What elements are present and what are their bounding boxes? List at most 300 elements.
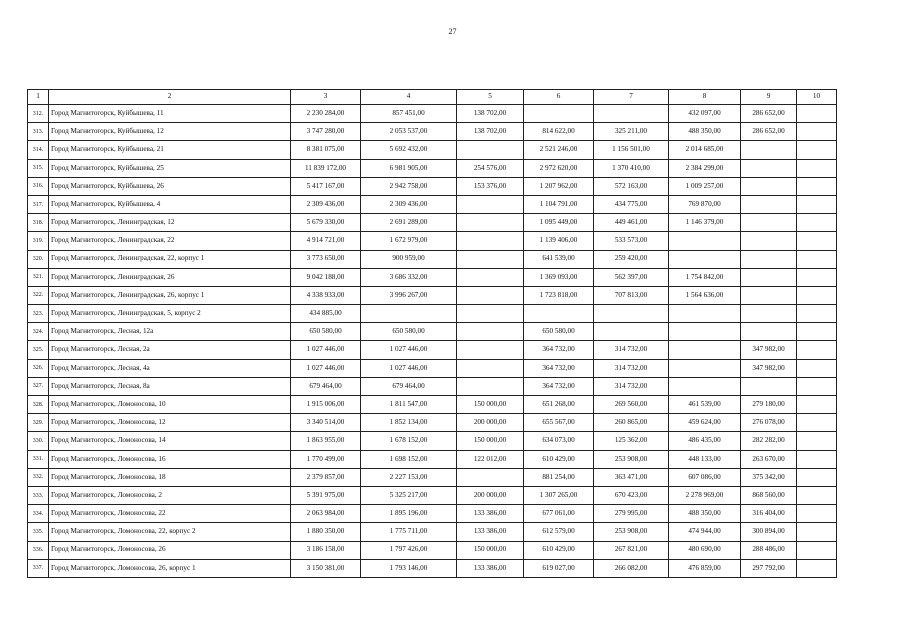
row-number-cell: 323. [28,305,49,323]
value-cell: 266 082,00 [594,559,669,577]
value-cell: 1 723 818,00 [524,286,594,304]
table-row [28,250,837,268]
address-cell: Город Магнитогорск, Куйбышева, 4 [49,195,291,213]
value-cell [741,286,797,304]
value-cell [797,505,837,523]
table-header-row [28,90,837,105]
value-cell [797,141,837,159]
value-cell [524,105,594,123]
row-number-cell: 337. [28,559,49,577]
value-cell: 5 325 217,00 [361,486,457,504]
value-cell: 254 576,00 [457,159,524,177]
value-cell [797,359,837,377]
value-cell [741,195,797,213]
value-cell: 122 012,00 [457,450,524,468]
address-cell: Город Магнитогорск, Лесная, 8а [49,377,291,395]
table-row [28,305,837,323]
table-row [28,523,837,541]
address-cell: Город Магнитогорск, Ломоносова, 26 [49,541,291,559]
value-cell: 1 770 499,00 [291,450,361,468]
value-cell: 364 732,00 [524,377,594,395]
value-cell: 150 000,00 [457,541,524,559]
value-cell: 1 852 134,00 [361,414,457,432]
row-number-cell: 328. [28,396,49,414]
value-cell: 3 747 280,00 [291,123,361,141]
value-cell [457,232,524,250]
row-number-cell: 320. [28,250,49,268]
value-cell: 1 915 006,00 [291,396,361,414]
address-cell: Город Магнитогорск, Куйбышева, 12 [49,123,291,141]
value-cell: 375 342,00 [741,468,797,486]
row-number-cell: 313. [28,123,49,141]
table-body [28,105,837,578]
value-cell [669,250,741,268]
data-table [27,89,837,578]
value-cell: 5 417 167,00 [291,177,361,195]
value-cell: 634 073,00 [524,432,594,450]
value-cell [457,359,524,377]
value-cell: 3 340 514,00 [291,414,361,432]
value-cell: 769 870,00 [669,195,741,213]
row-number-cell: 331. [28,450,49,468]
row-number-cell: 336. [28,541,49,559]
row-number-cell: 324. [28,323,49,341]
value-cell [741,377,797,395]
address-cell: Город Магнитогорск, Ломоносова, 22 [49,505,291,523]
value-cell: 857 451,00 [361,105,457,123]
value-cell: 881 254,00 [524,468,594,486]
value-cell: 2 063 984,00 [291,505,361,523]
address-cell: Город Магнитогорск, Ленинградская, 12 [49,214,291,232]
value-cell [797,159,837,177]
value-cell: 1 793 146,00 [361,559,457,577]
table-row [28,414,837,432]
value-cell: 1 811 547,00 [361,396,457,414]
value-cell: 300 894,00 [741,523,797,541]
table-row [28,377,837,395]
table-row [28,341,837,359]
value-cell: 260 865,00 [594,414,669,432]
value-cell [797,468,837,486]
table-row [28,195,837,213]
address-cell: Город Магнитогорск, Ломоносова, 12 [49,414,291,432]
value-cell: 4 914 721,00 [291,232,361,250]
value-cell: 2 053 537,00 [361,123,457,141]
value-cell: 480 690,00 [669,541,741,559]
value-cell: 1 863 955,00 [291,432,361,450]
table-row [28,214,837,232]
value-cell: 619 027,00 [524,559,594,577]
row-number-cell: 327. [28,377,49,395]
value-cell [457,323,524,341]
value-cell: 1 027 446,00 [361,341,457,359]
value-cell: 125 362,00 [594,432,669,450]
table-row [28,232,837,250]
value-cell: 670 423,00 [594,486,669,504]
value-cell: 3 186 158,00 [291,541,361,559]
value-cell: 1 672 979,00 [361,232,457,250]
page-number: 27 [448,27,457,36]
value-cell: 486 435,00 [669,432,741,450]
column-header: 10 [797,90,837,105]
table-row [28,323,837,341]
value-cell: 3 150 381,00 [291,559,361,577]
value-cell: 2 309 436,00 [361,195,457,213]
value-cell: 900 959,00 [361,250,457,268]
value-cell [797,323,837,341]
value-cell: 476 859,00 [669,559,741,577]
address-cell: Город Магнитогорск, Ленинградская, 22, корпус 1 [49,250,291,268]
value-cell: 533 573,00 [594,232,669,250]
address-cell: Город Магнитогорск, Ломоносова, 2 [49,486,291,504]
value-cell: 2 691 289,00 [361,214,457,232]
value-cell: 707 813,00 [594,286,669,304]
table-row [28,359,837,377]
address-cell: Город Магнитогорск, Ломоносова, 10 [49,396,291,414]
value-cell [457,250,524,268]
address-cell: Город Магнитогорск, Ленинградская, 26 [49,268,291,286]
table-row [28,505,837,523]
value-cell: 679 464,00 [291,377,361,395]
value-cell: 2 384 299,00 [669,159,741,177]
value-cell: 1 370 410,00 [594,159,669,177]
value-cell: 253 908,00 [594,523,669,541]
row-number-cell: 314. [28,141,49,159]
value-cell: 607 086,00 [669,468,741,486]
value-cell [457,305,524,323]
value-cell: 650 580,00 [524,323,594,341]
value-cell: 1 095 449,00 [524,214,594,232]
column-header: 2 [49,90,291,105]
value-cell: 153 376,00 [457,177,524,195]
table-row [28,123,837,141]
value-cell: 297 792,00 [741,559,797,577]
address-cell: Город Магнитогорск, Куйбышева, 25 [49,159,291,177]
value-cell [594,305,669,323]
value-cell: 868 560,00 [741,486,797,504]
address-cell: Город Магнитогорск, Куйбышева, 11 [49,105,291,123]
value-cell: 133 386,00 [457,523,524,541]
row-number-cell: 325. [28,341,49,359]
value-cell: 572 163,00 [594,177,669,195]
column-header: 5 [457,90,524,105]
column-header: 8 [669,90,741,105]
value-cell [669,323,741,341]
value-cell: 276 078,00 [741,414,797,432]
value-cell [457,141,524,159]
value-cell [457,468,524,486]
row-number-cell: 312. [28,105,49,123]
value-cell: 461 539,00 [669,396,741,414]
value-cell: 1 027 446,00 [291,341,361,359]
table-row [28,105,837,123]
value-cell [457,341,524,359]
value-cell [797,377,837,395]
value-cell: 363 471,00 [594,468,669,486]
row-number-cell: 316. [28,177,49,195]
value-cell: 314 732,00 [594,359,669,377]
value-cell: 325 211,00 [594,123,669,141]
value-cell [797,250,837,268]
value-cell: 650 580,00 [361,323,457,341]
value-cell [797,232,837,250]
value-cell: 138 702,00 [457,123,524,141]
row-number-cell: 319. [28,232,49,250]
value-cell: 267 821,00 [594,541,669,559]
value-cell: 150 000,00 [457,432,524,450]
value-cell [361,305,457,323]
value-cell: 286 652,00 [741,105,797,123]
address-cell: Город Магнитогорск, Ломоносова, 18 [49,468,291,486]
value-cell: 1 307 265,00 [524,486,594,504]
value-cell [524,305,594,323]
value-cell: 3 686 332,00 [361,268,457,286]
value-cell [457,286,524,304]
value-cell [797,177,837,195]
value-cell: 1 775 711,00 [361,523,457,541]
value-cell [797,450,837,468]
value-cell [797,286,837,304]
row-number-cell: 329. [28,414,49,432]
value-cell: 1 754 842,00 [669,268,741,286]
value-cell: 4 338 933,00 [291,286,361,304]
value-cell [797,414,837,432]
value-cell [797,559,837,577]
value-cell: 133 386,00 [457,505,524,523]
value-cell: 1 009 257,00 [669,177,741,195]
value-cell: 1 146 379,00 [669,214,741,232]
column-header: 4 [361,90,457,105]
value-cell: 3 773 650,00 [291,250,361,268]
table-row [28,486,837,504]
value-cell [669,305,741,323]
value-cell [741,214,797,232]
value-cell: 2 278 969,00 [669,486,741,504]
value-cell [741,323,797,341]
value-cell: 641 539,00 [524,250,594,268]
value-cell [741,232,797,250]
address-cell: Город Магнитогорск, Лесная, 2а [49,341,291,359]
value-cell: 2 227 153,00 [361,468,457,486]
value-cell: 9 042 188,00 [291,268,361,286]
row-number-cell: 315. [28,159,49,177]
value-cell: 1 895 196,00 [361,505,457,523]
value-cell: 610 429,00 [524,450,594,468]
value-cell [797,523,837,541]
value-cell [669,359,741,377]
value-cell: 8 381 075,00 [291,141,361,159]
address-cell: Город Магнитогорск, Ломоносова, 16 [49,450,291,468]
value-cell [797,195,837,213]
value-cell: 259 420,00 [594,250,669,268]
table-row [28,177,837,195]
value-cell: 655 567,00 [524,414,594,432]
value-cell: 316 404,00 [741,505,797,523]
value-cell: 253 908,00 [594,450,669,468]
value-cell: 200 000,00 [457,486,524,504]
row-number-cell: 330. [28,432,49,450]
value-cell [594,105,669,123]
value-cell: 138 702,00 [457,105,524,123]
address-cell: Город Магнитогорск, Куйбышева, 21 [49,141,291,159]
value-cell: 434 775,00 [594,195,669,213]
value-cell: 677 061,00 [524,505,594,523]
value-cell [457,268,524,286]
value-cell: 314 732,00 [594,341,669,359]
value-cell: 133 386,00 [457,559,524,577]
address-cell: Город Магнитогорск, Ломоносова, 26, корпус 1 [49,559,291,577]
value-cell: 5 391 975,00 [291,486,361,504]
table-row [28,286,837,304]
value-cell: 263 670,00 [741,450,797,468]
value-cell [741,159,797,177]
address-cell: Город Магнитогорск, Ломоносова, 14 [49,432,291,450]
value-cell: 279 180,00 [741,396,797,414]
value-cell: 679 464,00 [361,377,457,395]
value-cell [797,105,837,123]
value-cell: 1 207 962,00 [524,177,594,195]
value-cell: 11 839 172,00 [291,159,361,177]
value-cell: 286 652,00 [741,123,797,141]
value-cell [797,432,837,450]
value-cell: 2 230 284,00 [291,105,361,123]
value-cell: 1 369 093,00 [524,268,594,286]
value-cell [457,214,524,232]
table-row [28,541,837,559]
value-cell: 2 309 436,00 [291,195,361,213]
table-row [28,432,837,450]
value-cell: 432 097,00 [669,105,741,123]
value-cell [797,341,837,359]
value-cell: 1 678 152,00 [361,432,457,450]
value-cell: 5 679 330,00 [291,214,361,232]
value-cell: 279 995,00 [594,505,669,523]
column-header: 6 [524,90,594,105]
value-cell [797,541,837,559]
value-cell: 1 797 426,00 [361,541,457,559]
value-cell: 449 461,00 [594,214,669,232]
value-cell [797,486,837,504]
value-cell: 1 104 791,00 [524,195,594,213]
value-cell [457,195,524,213]
row-number-cell: 317. [28,195,49,213]
column-header: 9 [741,90,797,105]
value-cell: 314 732,00 [594,377,669,395]
value-cell: 200 000,00 [457,414,524,432]
row-number-cell: 326. [28,359,49,377]
table-row [28,159,837,177]
value-cell: 1 156 501,00 [594,141,669,159]
value-cell: 1 027 446,00 [361,359,457,377]
value-cell: 150 000,00 [457,396,524,414]
table-row [28,268,837,286]
value-cell: 2 972 620,00 [524,159,594,177]
value-cell: 1 698 152,00 [361,450,457,468]
value-cell [741,305,797,323]
value-cell: 2 942 758,00 [361,177,457,195]
row-number-cell: 333. [28,486,49,504]
value-cell: 347 982,00 [741,359,797,377]
value-cell: 288 486,00 [741,541,797,559]
address-cell: Город Магнитогорск, Ломоносова, 22, корпус 2 [49,523,291,541]
column-header: 3 [291,90,361,105]
value-cell: 6 981 905,00 [361,159,457,177]
address-cell: Город Магнитогорск, Лесная, 12а [49,323,291,341]
value-cell [669,377,741,395]
value-cell: 1 564 636,00 [669,286,741,304]
value-cell: 459 624,00 [669,414,741,432]
value-cell: 2 379 857,00 [291,468,361,486]
value-cell: 650 580,00 [291,323,361,341]
column-header: 7 [594,90,669,105]
value-cell [797,123,837,141]
value-cell: 488 350,00 [669,505,741,523]
value-cell [669,232,741,250]
value-cell [741,141,797,159]
value-cell: 2 521 246,00 [524,141,594,159]
address-cell: Город Магнитогорск, Ленинградская, 5, корпус 2 [49,305,291,323]
value-cell [669,341,741,359]
value-cell: 434 885,00 [291,305,361,323]
value-cell [797,268,837,286]
table-row [28,559,837,577]
value-cell: 474 944,00 [669,523,741,541]
row-number-cell: 332. [28,468,49,486]
value-cell: 2 014 685,00 [669,141,741,159]
address-cell: Город Магнитогорск, Ленинградская, 26, корпус 1 [49,286,291,304]
address-cell: Город Магнитогорск, Куйбышева, 26 [49,177,291,195]
address-cell: Город Магнитогорск, Ленинградская, 22 [49,232,291,250]
value-cell: 612 579,00 [524,523,594,541]
table-row [28,141,837,159]
value-cell: 814 622,00 [524,123,594,141]
value-cell [741,177,797,195]
row-number-cell: 318. [28,214,49,232]
row-number-cell: 321. [28,268,49,286]
value-cell: 448 133,00 [669,450,741,468]
value-cell [741,250,797,268]
value-cell: 364 732,00 [524,359,594,377]
value-cell [797,214,837,232]
table-row [28,450,837,468]
value-cell: 347 982,00 [741,341,797,359]
value-cell: 651 268,00 [524,396,594,414]
value-cell: 364 732,00 [524,341,594,359]
value-cell [594,323,669,341]
value-cell [741,268,797,286]
value-cell [457,377,524,395]
value-cell: 269 560,00 [594,396,669,414]
value-cell: 282 282,00 [741,432,797,450]
row-number-cell: 322. [28,286,49,304]
column-header: 1 [28,90,49,105]
value-cell: 1 880 350,00 [291,523,361,541]
value-cell: 562 397,00 [594,268,669,286]
address-cell: Город Магнитогорск, Лесная, 4а [49,359,291,377]
value-cell: 5 692 432,00 [361,141,457,159]
row-number-cell: 335. [28,523,49,541]
row-number-cell: 334. [28,505,49,523]
value-cell: 1 139 406,00 [524,232,594,250]
table-row [28,396,837,414]
value-cell: 610 429,00 [524,541,594,559]
value-cell: 3 996 267,00 [361,286,457,304]
value-cell [797,396,837,414]
value-cell: 488 350,00 [669,123,741,141]
table-row [28,468,837,486]
value-cell: 1 027 446,00 [291,359,361,377]
value-cell [797,305,837,323]
